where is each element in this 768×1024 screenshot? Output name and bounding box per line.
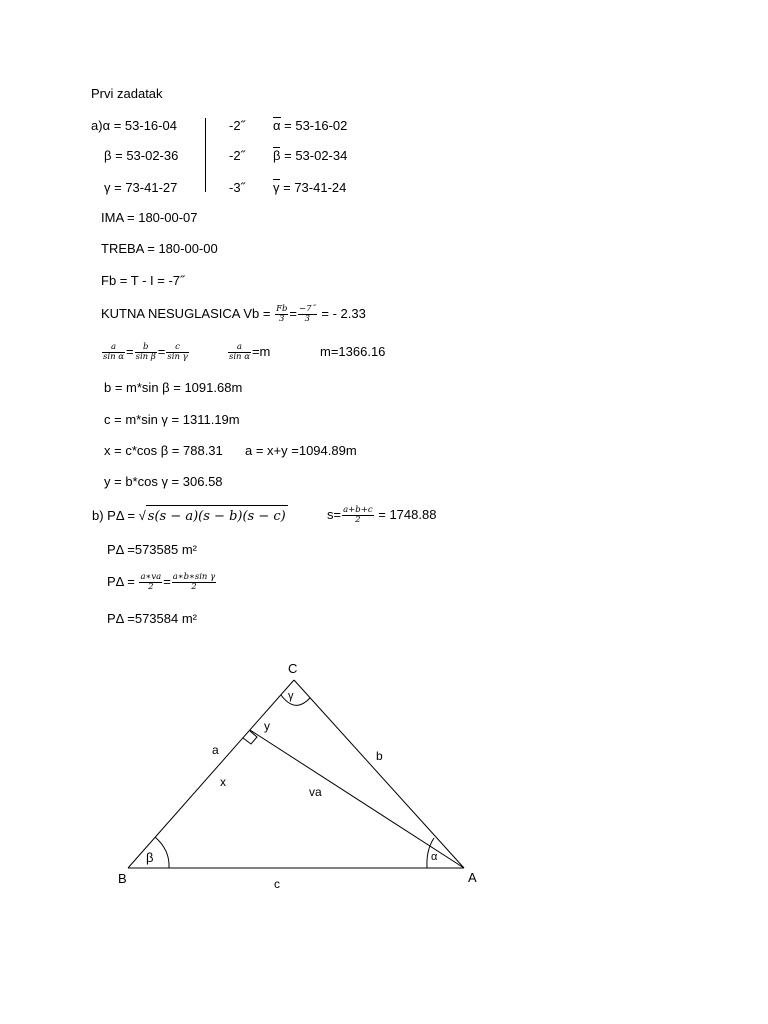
kutna-line: KUTNA NESUGLASICA Vb = $\frac{Fb}{3}$ = $\frac{-7˝}{3}$ = - 2.33 <box>101 304 366 325</box>
area-line-1: PΔ =573585 m² <box>107 542 197 557</box>
frac-den: 2 <box>191 582 197 593</box>
s-label: s= <box>327 507 342 522</box>
area-line-3: PΔ =573584 m² <box>107 611 197 626</box>
table-divider <box>205 118 206 192</box>
sine-frac-c <box>166 343 188 362</box>
kutna-frac-value <box>298 305 317 324</box>
frac-num: a∗va <box>140 572 162 583</box>
gamma-label: γ <box>288 690 294 702</box>
frac-den: 2 <box>355 515 361 526</box>
alpha-measured: = 53-16-04 <box>113 118 177 133</box>
area-frac-sine <box>172 573 216 592</box>
vertex-c-label: C <box>288 661 298 676</box>
vertex-a-label: A <box>468 870 477 885</box>
frac-num: a+b+c <box>343 505 373 516</box>
segment-y-label: y <box>264 719 270 733</box>
beta-measured: = 53-02-36 <box>115 148 179 163</box>
s-value: = 1748.88 <box>378 507 437 522</box>
gamma-bar-symbol: γ <box>273 180 280 195</box>
frac-num: a <box>228 343 251 353</box>
treba-line: TREBA = 180-00-00 <box>101 241 218 256</box>
gamma-arc <box>281 695 310 705</box>
frac-den: sin α <box>103 352 124 363</box>
kutna-frac-fb <box>275 305 288 324</box>
page-title: Prvi zadatak <box>91 86 163 101</box>
b-line: b = m*sin β = 1091.68m <box>104 380 243 395</box>
segment-x-label: x <box>220 775 226 789</box>
frac-den: sin α <box>228 352 250 363</box>
ima-line: IMA = 180-00-07 <box>101 210 198 225</box>
frac-num: a <box>102 343 125 353</box>
angle-row-beta <box>104 148 178 164</box>
side-b-line <box>294 680 464 868</box>
alpha-adjusted-value: = 53-16-02 <box>284 118 348 133</box>
fb-line: Fb = T - I = -7˝ <box>101 273 185 288</box>
heron-line <box>92 505 288 528</box>
sine-rule-line: $\frac{a}{\text{sin α}}$ = $\frac{b}{\text{sin β}}$ = $\frac{c}{\text{sin γ}}$ $\frac{a}{\text{sin α}}$ =m <box>103 342 271 363</box>
beta-bar-symbol: β <box>273 148 281 163</box>
frac-num: b <box>135 343 157 353</box>
side-a-label: a <box>212 743 219 757</box>
sine-frac-a <box>102 343 125 362</box>
sine-frac-m <box>228 343 251 362</box>
side-a-line <box>128 680 294 868</box>
frac-den: sin β <box>135 352 156 363</box>
kutna-result: = - 2.33 <box>321 306 366 321</box>
sqrt-expression <box>139 505 288 528</box>
alpha-bar-symbol: α <box>273 118 281 133</box>
frac-den: 3 <box>304 314 311 325</box>
height-va-label: va <box>309 785 322 799</box>
alpha-symbol: α <box>102 118 111 133</box>
gamma-correction: -3˝ <box>229 180 245 195</box>
angle-row-gamma <box>104 180 177 196</box>
beta-label: β <box>146 850 154 865</box>
part-b-label: b) PΔ = <box>92 508 136 523</box>
area-line-2: PΔ = $\frac{a∗va}{2}$ = $\frac{\text{a∗b∗sin γ}}{2}$ <box>107 572 216 593</box>
sine-m-tail: =m <box>251 344 271 359</box>
alpha-adjusted <box>273 118 347 134</box>
alpha-correction: -2˝ <box>229 118 245 133</box>
kutna-label: KUTNA NESUGLASICA Vb <box>101 306 260 321</box>
frac-den: 2 <box>148 582 154 593</box>
angle-row-alpha <box>91 118 177 134</box>
sine-frac-b <box>135 343 157 362</box>
c-line: c = m*sin γ = 1311.19m <box>104 412 240 427</box>
height-va-line <box>250 730 464 868</box>
sqrt-sign: √ <box>138 508 146 523</box>
side-b-label: b <box>376 749 383 763</box>
gamma-measured: = 73-41-27 <box>114 180 178 195</box>
frac-num: Fb <box>276 304 288 315</box>
side-c-label: c <box>274 877 280 891</box>
x-line: x = c*cos β = 788.31 <box>104 443 223 458</box>
a-line: a = x+y =1094.89m <box>245 443 357 458</box>
frac-den: sin γ <box>167 352 188 363</box>
vertex-b-label: B <box>118 871 127 886</box>
s-frac <box>342 506 374 525</box>
frac-num: c <box>166 343 188 353</box>
y-line: y = b*cos γ = 306.58 <box>104 474 223 489</box>
area-2-label: PΔ = <box>107 574 135 589</box>
beta-arc <box>155 837 169 868</box>
alpha-label: α <box>431 851 438 863</box>
gamma-adjusted <box>273 180 346 196</box>
triangle-diagram <box>0 640 768 940</box>
s-line <box>327 503 436 527</box>
area-frac-height <box>139 573 162 592</box>
frac-num: a∗b∗sin γ <box>172 572 216 583</box>
part-a-label: a) <box>91 118 103 133</box>
radicand: s(s − a)(s − b)(s − c) <box>146 505 288 528</box>
frac-den: 3 <box>279 314 285 325</box>
beta-adjusted-value: = 53-02-34 <box>284 148 348 163</box>
beta-correction: -2˝ <box>229 148 245 163</box>
frac-num: −7˝ <box>299 304 316 315</box>
m-value: m=1366.16 <box>320 344 386 359</box>
beta-symbol: β <box>104 148 112 163</box>
gamma-adjusted-value: = 73-41-24 <box>283 180 347 195</box>
gamma-symbol: γ <box>104 180 111 195</box>
beta-adjusted <box>273 148 347 164</box>
